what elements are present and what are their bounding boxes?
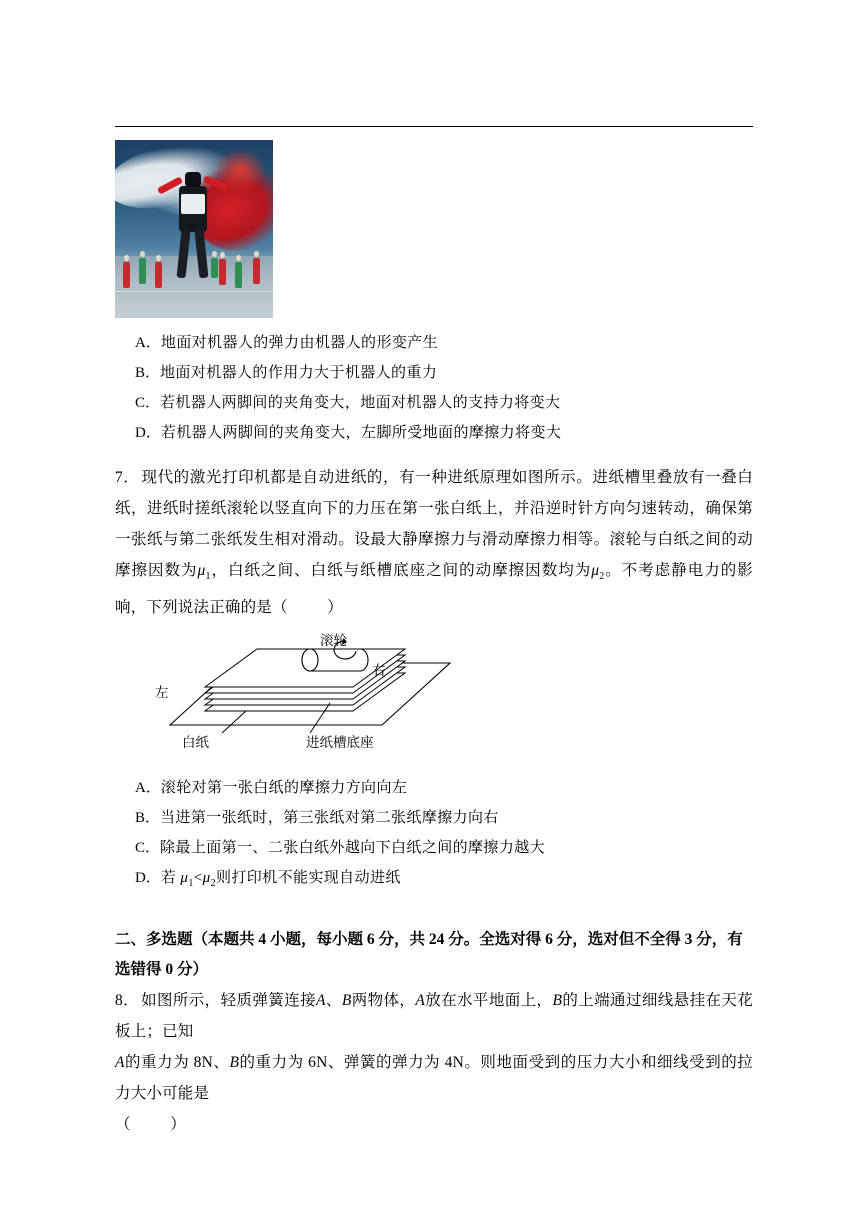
q8-text-7: 的重力为 6N、弹簧的弹力为 4N。则地面受到的压力大小和细线受到的拉力大小可能是 xyxy=(115,1054,754,1103)
q8-var-b1: B xyxy=(341,992,352,1010)
robot-performance-photo xyxy=(115,140,273,318)
q8-text-1: 如图所示，轻质弹簧连接 xyxy=(141,992,317,1010)
q7-option-d-mu-a-sub: 1 xyxy=(188,878,194,890)
q6-option-b xyxy=(135,358,753,388)
q7-text-part2: ，白纸之间、白纸与纸槽底座之间的动摩擦因数均为 xyxy=(210,562,592,579)
diagram-label-roller: 滚轮 xyxy=(320,633,347,649)
question-7-body xyxy=(115,462,753,623)
q7-option-d-lt: < xyxy=(193,870,203,887)
q6-option-b-label: B． xyxy=(135,365,161,381)
q7-option-b xyxy=(135,803,753,833)
q8-text-4: 放在水平地面上， xyxy=(425,992,553,1010)
q6-option-b-text: 地面对机器人的作用力大于机器人的重力 xyxy=(160,365,438,381)
q8-blank-close: ） xyxy=(170,1116,186,1134)
q7-text-end: ） xyxy=(327,599,343,617)
q7-option-a-label: A． xyxy=(135,780,161,797)
q8-text-6: 的重力为 8N、 xyxy=(124,1054,230,1072)
q7-mu1-sub: 1 xyxy=(205,571,211,583)
q8-blank-open: （ xyxy=(115,1116,131,1134)
q8-var-a1: A xyxy=(316,992,326,1010)
q7-text-part1: 现代的激光打印机都是自动进纸的，有一种进纸原理如图所示。进纸槽里叠放有一叠白纸，进纸时搓纸滚轮以竖直向下的力压在第一张白纸上，并沿逆时针方向匀速转动，确保第一张纸与第二张纸发生相对滑动。设最大静摩擦力与滑动摩擦力相等。滚轮与白纸之间的动摩擦因数为 xyxy=(115,469,753,579)
q8-var-a2: A xyxy=(415,992,425,1010)
q7-option-c xyxy=(135,833,753,863)
section-2-heading: 二、多选题（本题共 4 小题，每小题 6 分，共 24 分。全选对得 6 分，选对但不全得 3 分，有选错得 0 分） xyxy=(115,931,743,979)
q7-mu1: μ xyxy=(197,562,206,579)
q7-option-c-text: 除最上面第一、二张白纸外越向下白纸之间的摩擦力越大 xyxy=(160,840,546,857)
q8-var-a3: A xyxy=(115,1054,125,1072)
question-8-body xyxy=(115,985,753,1140)
q7-number: 7． xyxy=(115,469,140,486)
diagram-label-left: 左 xyxy=(155,685,169,701)
q6-option-d-label: D． xyxy=(135,425,161,441)
q7-option-c-label: C． xyxy=(135,840,161,857)
q8-text-3: 两物体， xyxy=(351,992,416,1010)
q6-option-a-text: 地面对机器人的弹力由机器人的形变产生 xyxy=(160,335,439,351)
q6-option-d xyxy=(135,418,753,448)
printer-feed-diagram xyxy=(155,633,490,753)
q8-number: 8． xyxy=(115,992,140,1010)
q8-var-b2: B xyxy=(552,992,563,1010)
q7-option-d-mu-a: μ xyxy=(180,870,189,887)
q7-option-b-text: 当进第一张纸时，第三张纸对第二张纸摩擦力向右 xyxy=(160,810,499,827)
q8-text-5: 的上端通过细线悬挂在天花板上；已知 xyxy=(115,992,753,1041)
q6-option-a xyxy=(135,328,753,358)
diagram-label-tray: 进纸槽底座 xyxy=(306,735,374,751)
q7-text-part3: 。不考虑静电力的影响，下列说法正确的是（ xyxy=(115,562,753,617)
q7-option-d-suffix: 则打印机不能实现自动进纸 xyxy=(215,870,401,887)
q6-option-c-text: 若机器人两脚间的夹角变大，地面对机器人的支持力将变大 xyxy=(160,395,561,411)
document-content xyxy=(115,140,753,1140)
q7-option-a xyxy=(135,773,753,803)
q6-option-d-text: 若机器人两脚间的夹角变大，左脚所受地面的摩擦力将变大 xyxy=(160,425,562,441)
diagram-label-right: 右 xyxy=(372,663,386,679)
q6-option-a-label: A． xyxy=(135,335,161,351)
q7-option-d-label: D． xyxy=(135,870,161,887)
q6-option-c-label: C． xyxy=(135,395,161,411)
q7-option-d xyxy=(135,863,753,899)
q7-option-d-mu-b: μ xyxy=(202,870,211,887)
q7-option-d-mu-b-sub: 2 xyxy=(210,878,216,890)
diagram-label-paper: 白纸 xyxy=(182,735,209,751)
q7-mu2-sub: 2 xyxy=(599,571,605,583)
q7-option-b-label: B． xyxy=(135,810,161,827)
q8-var-b3: B xyxy=(229,1054,240,1072)
header-rule xyxy=(115,126,753,127)
q6-option-c xyxy=(135,388,753,418)
q7-option-a-text: 滚轮对第一张白纸的摩擦力方向向左 xyxy=(160,780,408,797)
q7-mu2: μ xyxy=(591,562,600,579)
q7-option-d-prefix: 若 xyxy=(160,870,177,887)
q8-text-2: 、 xyxy=(325,992,342,1010)
